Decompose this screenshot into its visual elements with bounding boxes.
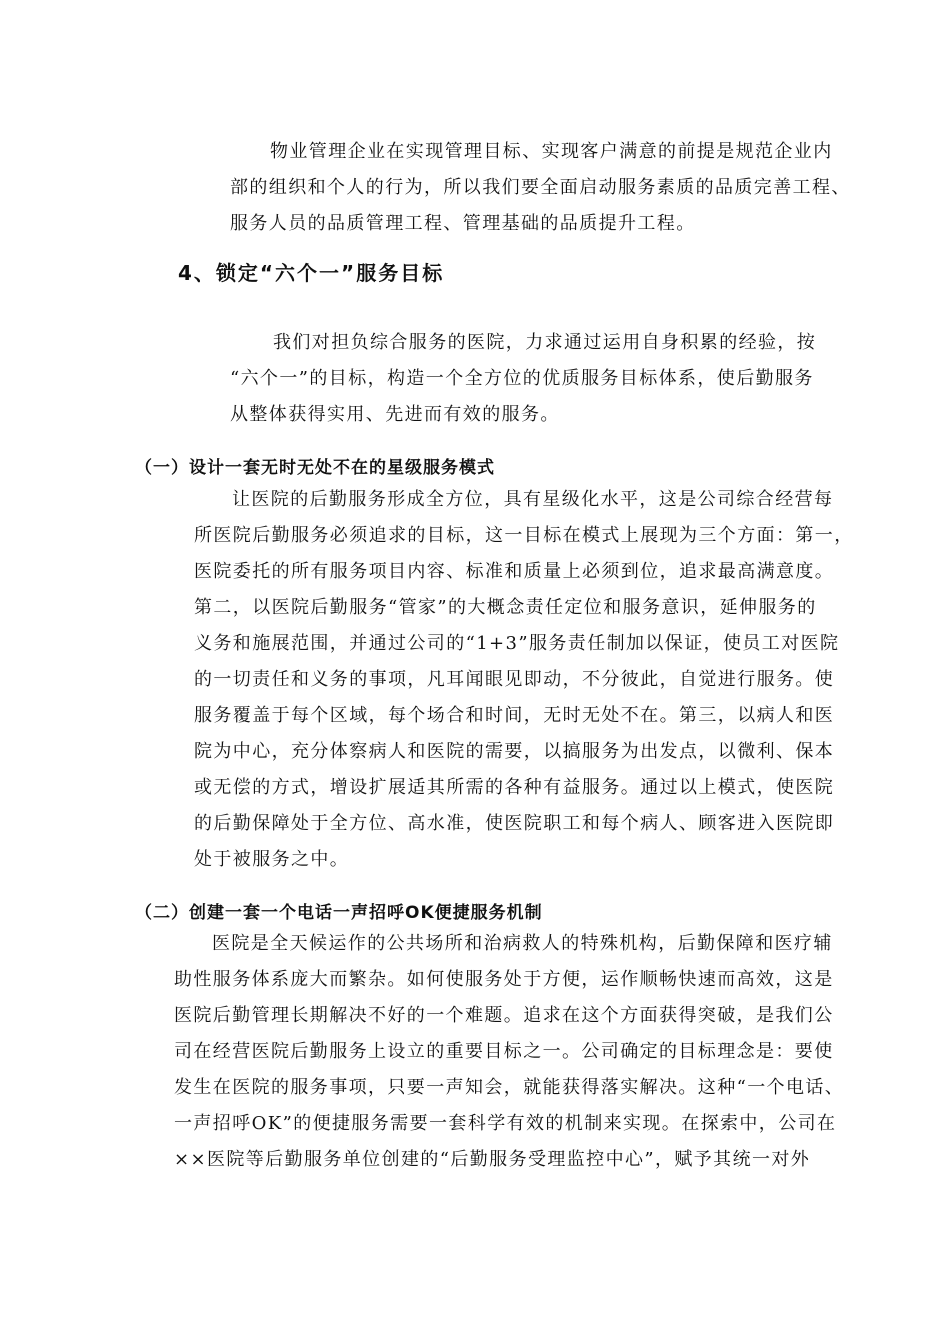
paragraph-line: 的后勤保障处于全方位、高水准，使医院职工和每个病人、顾客进入医院即 bbox=[194, 813, 835, 834]
paragraph-line: 一声招呼OK”的便捷服务需要一套科学有效的机制来实现。在探索中，公司在 bbox=[174, 1113, 837, 1134]
subsection-1-title: （一）设计一套无时无处不在的星级服务模式 bbox=[135, 458, 495, 478]
paragraph-line: 司在经营医院后勤服务上设立的重要目标之一。公司确定的目标理念是：要使 bbox=[174, 1041, 834, 1062]
subsection-2-title: （二）创建一套一个电话一声招呼OK便捷服务机制 bbox=[135, 903, 543, 923]
paragraph-line: 院为中心，充分体察病人和医院的需要，以搞服务为出发点，以微利、保本 bbox=[194, 741, 835, 762]
paragraph-line: 的一切责任和义务的事项，凡耳闻眼见即动，不分彼此，自觉进行服务。使 bbox=[194, 669, 835, 690]
paragraph-line: 医院后勤管理长期解决不好的一个难题。追求在这个方面获得突破，是我们公 bbox=[174, 1005, 834, 1026]
paragraph-line: 第二，以医院后勤服务“管家”的大概念责任定位和服务意识，延伸服务的 bbox=[194, 597, 817, 618]
subsection-1-body bbox=[0, 482, 950, 878]
paragraph-line: 处于被服务之中。 bbox=[194, 849, 350, 870]
paragraph-line: 服务覆盖于每个区域，每个场合和时间，无时无处不在。第三，以病人和医 bbox=[194, 705, 835, 726]
paragraph-line: “六个一”的目标，构造一个全方位的优质服务目标体系，使后勤服务 bbox=[230, 368, 814, 389]
paragraph-line: 物业管理企业在实现管理目标、实现客户满意的前提是规范企业内 bbox=[270, 141, 833, 162]
paragraph-line: 医院是全天候运作的公共场所和治病救人的特殊机构，后勤保障和医疗辅 bbox=[212, 933, 833, 954]
paragraph-line: 义务和施展范围，并通过公司的“1+3”服务责任制加以保证，使员工对医院 bbox=[194, 633, 840, 654]
paragraph-line: 服务人员的品质管理工程、管理基础的品质提升工程。 bbox=[230, 213, 696, 234]
paragraph-line: 部的组织和个人的行为，所以我们要全面启动服务素质的品质完善工程、 bbox=[230, 177, 851, 198]
paragraph-line: 我们对担负综合服务的医院，力求通过运用自身积累的经验，按 bbox=[273, 332, 817, 353]
paragraph-line: 医院委托的所有服务项目内容、标准和质量上必须到位，追求最高满意度。 bbox=[194, 561, 835, 582]
section-paragraph bbox=[0, 325, 950, 433]
paragraph-line: 助性服务体系庞大而繁杂。如何使服务处于方便，运作顺畅快速而高效，这是 bbox=[174, 969, 834, 990]
section-heading: 4、锁定“六个一”服务目标 bbox=[178, 261, 445, 285]
paragraph-line: ××医院等后勤服务单位创建的“后勤服务受理监控中心”，赋予其统一对外 bbox=[174, 1149, 811, 1170]
paragraph-line: 所医院后勤服务必须追求的目标，这一目标在模式上展现为三个方面：第一， bbox=[194, 525, 854, 546]
intro-paragraph bbox=[0, 134, 950, 242]
paragraph-line: 让医院的后勤服务形成全方位，具有星级化水平，这是公司综合经营每 bbox=[232, 489, 834, 510]
paragraph-line: 或无偿的方式，增设扩展适其所需的各种有益服务。通过以上模式，使医院 bbox=[194, 777, 835, 798]
paragraph-line: 发生在医院的服务事项，只要一声知会，就能获得落实解决。这种“一个电话、 bbox=[174, 1077, 845, 1098]
subsection-2-body bbox=[0, 926, 950, 1178]
paragraph-line: 从整体获得实用、先进而有效的服务。 bbox=[230, 404, 560, 425]
